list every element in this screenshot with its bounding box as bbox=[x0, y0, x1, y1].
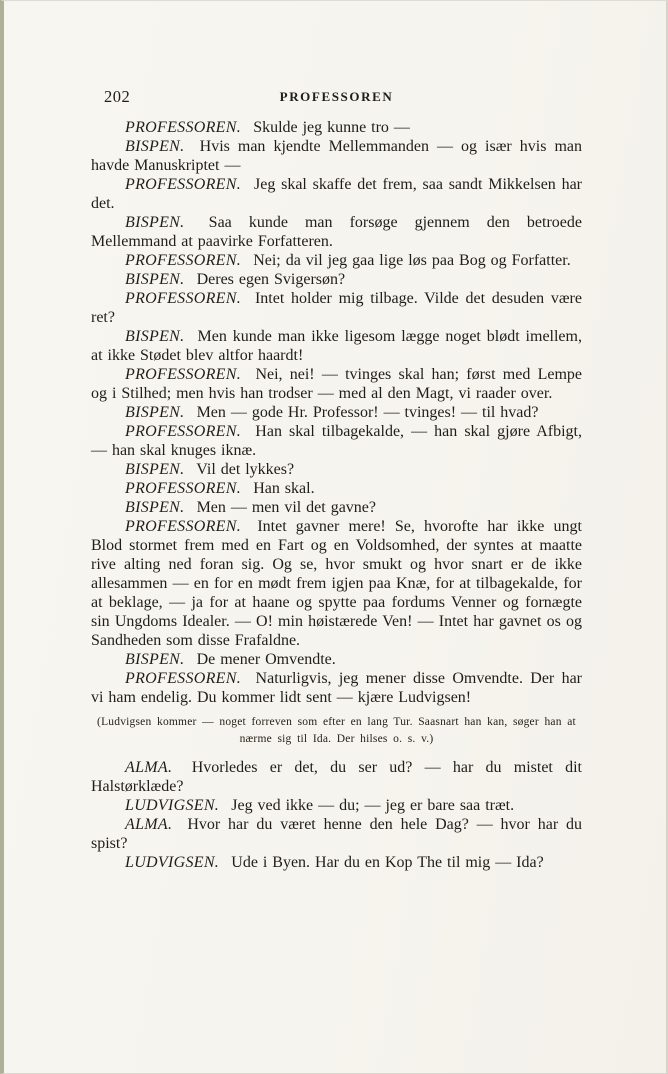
speech bbox=[91, 137, 582, 175]
speaker-name: BISPEN. bbox=[125, 499, 185, 516]
speech bbox=[91, 403, 582, 422]
speech-text: Han skal. bbox=[253, 480, 315, 497]
speech-text: Hvis man kjendte Mellemmanden — og især hvis man havde Manuskriptet — bbox=[91, 138, 582, 174]
speaker-name: BISPEN. bbox=[125, 328, 185, 345]
speech bbox=[91, 460, 582, 479]
speech bbox=[91, 118, 582, 137]
speech bbox=[91, 422, 582, 460]
speaker-name: BISPEN. bbox=[125, 651, 185, 668]
speaker-name: ALMA. bbox=[125, 816, 173, 833]
speaker-name: PROFESSOREN. bbox=[125, 480, 242, 497]
speech-text: Jeg skal skaffe det frem, saa sandt Mikkelsen har det. bbox=[91, 176, 582, 212]
speech bbox=[91, 289, 582, 327]
speech-text: Naturligvis, jeg mener disse Omvendte. Der har vi ham endelig. Du kommer lidt sent — kjære Ludvigsen! bbox=[91, 670, 583, 706]
page-number: 202 bbox=[104, 87, 131, 106]
speech bbox=[91, 796, 582, 815]
speech-text: Vil det lykkes? bbox=[196, 461, 295, 478]
speech-text: Nei, nei! — tvinges skal han; først med Lempe og i Stilhed; men hvis han trodser — med al den Magt, vi raader over. bbox=[91, 366, 582, 402]
speaker-name: PROFESSOREN. bbox=[125, 176, 242, 193]
speech-text: Intet gavner mere! Se, hvorofte har ikke ungt Blod stormet frem med en Fart og en Voldsomhed, der syntes at maatte rive alting ned foran sig. Og se, hvor smukt og hvor snart er de ikke allesammen — en for en mødt frem igjen paa Knæ, for at tilbagekalde, for at beklage, — ja for at haane og spytte paa fordums Venner og fornægte sin Ungdoms Idealer. — O! min høistærede Ven! — Intet har gavnet os og Sandheden som disse Frafaldne. bbox=[91, 518, 582, 649]
speech-text: Men — men vil det gavne? bbox=[196, 499, 376, 516]
page-header bbox=[91, 87, 582, 107]
speaker-name: BISPEN. bbox=[125, 404, 185, 421]
speaker-name: LUDVIGSEN. bbox=[125, 797, 220, 814]
speech-text: Nei; da vil jeg gaa lige løs paa Bog og Forfatter. bbox=[253, 252, 571, 269]
speech bbox=[91, 815, 582, 853]
speech-text: Men kunde man ikke ligesom lægge noget blødt imellem, at ikke Stødet blev altfor haardt! bbox=[91, 328, 582, 364]
speech-text: Deres egen Svigersøn? bbox=[196, 271, 346, 288]
speaker-name: PROFESSOREN. bbox=[125, 290, 242, 307]
speech bbox=[91, 251, 582, 270]
speech-text: Ude i Byen. Har du en Kop The til mig — Ida? bbox=[231, 854, 544, 871]
speaker-name: BISPEN. bbox=[125, 138, 185, 155]
speaker-name: BISPEN. bbox=[125, 214, 185, 231]
speech-text: Hvor har du været henne den hele Dag? — hvor har du spist? bbox=[91, 816, 582, 852]
running-title: PROFESSOREN bbox=[279, 89, 394, 104]
speech-text: Han skal tilbagekalde, — han skal gjøre Afbigt, — han skal knuges iknæ. bbox=[91, 423, 582, 459]
speech bbox=[91, 327, 582, 365]
speaker-name: PROFESSOREN. bbox=[125, 670, 242, 687]
speech bbox=[91, 853, 582, 872]
speaker-name: LUDVIGSEN. bbox=[125, 854, 220, 871]
stage-direction: (Ludvigsen kommer — noget forreven som efter en lang Tur. Saasnart han kan, søger han at nærme sig til Ida. Der hilses o. s. v.) bbox=[97, 716, 576, 745]
speech bbox=[91, 479, 582, 498]
speaker-name: PROFESSOREN. bbox=[125, 252, 242, 269]
speaker-name: PROFESSOREN. bbox=[125, 119, 242, 136]
speech bbox=[91, 365, 582, 403]
speaker-name: PROFESSOREN. bbox=[125, 366, 242, 383]
speaker-name: PROFESSOREN. bbox=[125, 518, 242, 535]
speech bbox=[91, 270, 582, 289]
speech bbox=[91, 650, 582, 669]
speech bbox=[91, 669, 582, 707]
speech bbox=[91, 175, 582, 213]
speech-text: Hvorledes er det, du ser ud? — har du mistet dit Halstørklæde? bbox=[91, 759, 582, 795]
speech-text: De mener Omvendte. bbox=[196, 651, 336, 668]
speech bbox=[91, 213, 582, 251]
speech-text: Saa kunde man forsøge gjennem den betroede Mellemmand at paavirke Forfatteren. bbox=[91, 214, 582, 250]
speech-text: Jeg ved ikke — du; — jeg er bare saa træt. bbox=[231, 797, 515, 814]
speech-text: Skulde jeg kunne tro — bbox=[253, 119, 410, 136]
speech-text: Intet holder mig tilbage. Vilde det desuden være ret? bbox=[91, 290, 582, 326]
speaker-name: BISPEN. bbox=[125, 271, 185, 288]
speaker-name: PROFESSOREN. bbox=[125, 423, 242, 440]
speaker-name: BISPEN. bbox=[125, 461, 185, 478]
speech-text: Men — gode Hr. Professor! — tvinges! — til hvad? bbox=[196, 404, 539, 421]
speaker-name: ALMA. bbox=[125, 759, 173, 776]
speech bbox=[91, 758, 582, 796]
speech bbox=[91, 498, 582, 517]
speech bbox=[91, 517, 582, 650]
